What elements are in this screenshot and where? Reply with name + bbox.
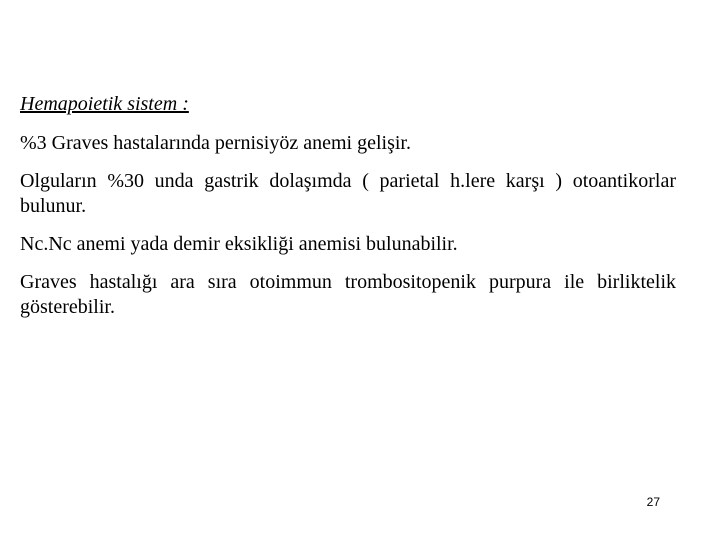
paragraph-gastric-autoantibodies: Olguların %30 unda gastrik dolaşımda ( parietal h.lere karşı ) otoantikorlar bulunur.	[20, 170, 676, 217]
page-number: 27	[646, 495, 660, 509]
slide-heading: Hemapoietik sistem :	[20, 93, 189, 115]
paragraph-nc-nc-anemia: Nc.Nc anemi yada demir eksikliği anemisi bulunabilir.	[20, 233, 458, 255]
slide-content	[20, 92, 676, 333]
paragraph-graves-pernicious-anemia: %3 Graves hastalarında pernisiyöz anemi gelişir.	[20, 132, 411, 154]
paragraph-itp-association: Graves hastalığı ara sıra otoimmun trombositopenik purpura ile birliktelik gösterebilir.	[20, 271, 676, 318]
